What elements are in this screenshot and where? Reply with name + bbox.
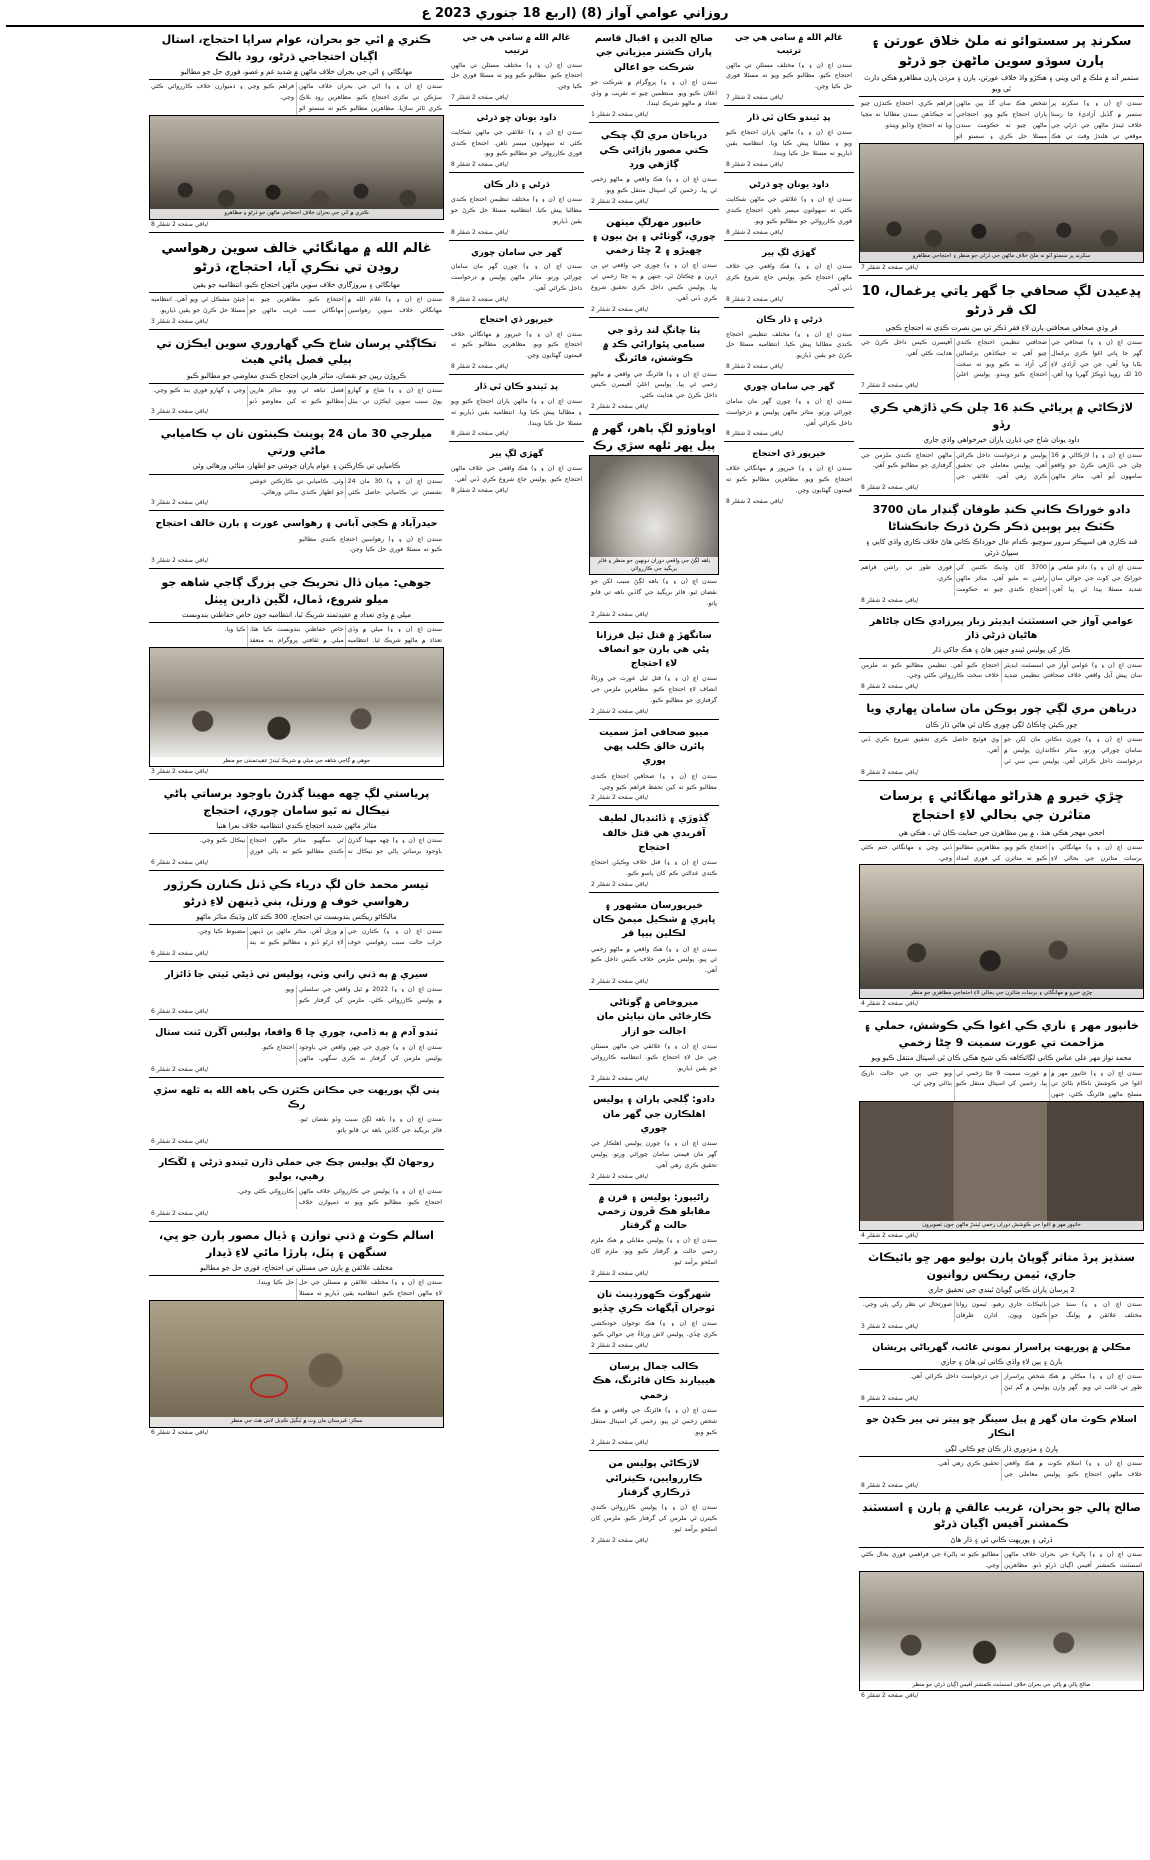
article-body: سندن اچ (ن ۽ ۽) قتل ٿيل عورت جي ورثاءُ انصاف لاءِ احتجاج ڪيو. مظاهرين ملزمن جي گرفتاري جو مطالبو ڪيو. bbox=[591, 675, 717, 705]
subheadline: مهانگائي ۽ اٽي جي بحران خلاف ماڻهن ۾ شديد غم و غصو، فوري حل جو مطالبو bbox=[149, 66, 444, 80]
article-body: سندن اچ (ن ۽ ۽) ڇهه مهينا گذرڻ باوجود برساتي پاڻي جو نيڪال نه ٿي سگهيو. متاثر ماڻهن احتجاج ڪندي مطالبو ڪيو ته پاڻي فوري نيڪال ڪيو وڃي. bbox=[199, 837, 442, 856]
continuation-note: /باقي صفحه 2 شقلر 3 bbox=[861, 1323, 919, 1330]
article bbox=[859, 281, 1144, 395]
article-body: سندن اچ (ن ۽ ۽) پوليس ڪارروائي ڪندي ڪيترن ئي ملزمن کي گرفتار ڪيو. ملزمن کان اسلحو برآمد ٿيو. bbox=[591, 1504, 717, 1533]
continuation-note: /باقي صفحه 2 شقلر 8 bbox=[861, 1395, 919, 1403]
continuation-note: /باقي صفحه 2 شقلر 8 bbox=[451, 430, 509, 438]
continuation-note: /باقي صفحه 2 شقلر 2 bbox=[591, 1269, 649, 1277]
article-body: سندن اچ (ن ۽ ۽) صحافي جي گهر جا ڀاتي اغوا ڪري يرغمال بڻايا ويا آهن، جن جي آزادي لاءِ 10 لک روپيا ڏوڪڙ گهريا ويا آهن. صحافتي تنظيمن احتجاج ڪندي چيو آهي ته جيڪڏهن يرغمالين کي آزاد نه ڪيو ويو ته سخت احتجاج ڪيو ويندو. پوليس اعليٰ آفيسرن ڪيس داخل ڪرڻ جي هدايت ڪئي آهي. bbox=[861, 338, 1142, 379]
article bbox=[724, 447, 854, 508]
continuation-note: /باقي صفحه 2 شقلر 2 bbox=[591, 978, 649, 986]
article bbox=[589, 1359, 719, 1451]
article-body: سندن اچ (ن ۽ ۽) فائرنگ جي واقعي ۾ ماڻهو زخمي ٿي پيا. پوليس اعليٰ آفيسرن ڪيس داخل ڪرڻ جي هدايت ڪئي. bbox=[591, 370, 717, 400]
article bbox=[449, 246, 584, 308]
subheadline: متاثر ماڻهن شديد احتجاج ڪندي انتظاميه خلاف نعرا هنيا bbox=[149, 820, 444, 834]
article bbox=[589, 215, 719, 318]
subheadline: داود يونان شاخ جي ڏيارن پاران خيرخواهي واڌي جاري bbox=[859, 434, 1144, 448]
article-body: سندن اچ (ن ۽ ۽) عوامي آواز جي اسسٽنٽ ايڊيٽر سان پيش آيل واقعي خلاف صحافتي تنظيمن شديد احتجاج ڪيو آهي. تنظيمن مطالبو ڪيو ته ملزمن خلاف سخت ڪارروائي ڪئي وڃي. bbox=[861, 661, 1142, 680]
continuation-note: /باقي صفحه 2 شقلر 8 bbox=[451, 295, 509, 303]
article-body: سندن اچ (ن ۽ ۽) هڪ واقعي جي خلاف ماڻهن احتجاج ڪيو. پوليس جاچ شروع ڪري ڏني آهي. bbox=[726, 263, 852, 293]
article-body: سندن اچ (ن ۽ ۽) علائقي جي ماڻهن شڪايت ڪئي ته سهولتون ميسر ناهن. احتجاج ڪندي فوري ڪارروائي جو مطالبو ڪيو ويو. bbox=[451, 128, 582, 158]
headline: پڍ ٿيندو ڪان ٿي ڏار bbox=[474, 382, 559, 393]
headline: ڌرڻي ۽ ڌار ڪان bbox=[756, 314, 822, 325]
headline: اسلام ڪوٽ مان گهر ۾ پيل سينگر ڇو پيتر تي پير ڪڍڻ جو انڪار bbox=[866, 1414, 1137, 1440]
article-body: سندن اچ (ن ۽ ۽) مختلف علائقن ۾ مسئلن جي حل لاءِ ماڻهن احتجاج ڪيو. انتظاميه يقين ڏياريو ته مسئلا حل ڪيا ويندا. bbox=[256, 1279, 442, 1298]
headline: راڻيپور: پوليس ۽ قرن ۾ مقابلو هڪ ڦرون زخمي حالت ۾ گرفتار bbox=[597, 1191, 711, 1232]
continuation-note: /باقي صفحه 2 شقلر 2 bbox=[591, 1172, 649, 1180]
article bbox=[859, 700, 1144, 780]
subheadline: مهانگائي ۽ بيروزگاري خلاف سوين ماڻهن احتجاج ڪيو، انتظاميه جو يقين bbox=[149, 279, 444, 293]
article bbox=[724, 178, 854, 240]
continuation-note: /باقي صفحه 2 شقلر 2 bbox=[591, 1342, 649, 1350]
article-body: سندن اچ (ن ۽ ۽) خانپور مهر ۾ اغوا جي ڪوشش ناڪام بڻائڻ تي مسلح ماڻهن فائرنگ ڪئي، جنهن ۾ عورت سميت 9 ڄڻا زخمي ٿي پيا. زخمين کي اسپتال منتقل ڪيو ويو جتي ٻن جي حالت نازڪ ٻڌائي وڃي ٿي. bbox=[861, 1069, 1142, 1099]
column-four bbox=[449, 31, 584, 1860]
headline: حيدرآباد ۾ ڪجي آباني ۽ رهواسي عورت ۽ ٻارن خالف احتجاج bbox=[155, 518, 438, 530]
subheadline: قند ڪاري هي اسپيڪر سرور سوچيو. ڪدام عال خورداڪ ڪاني هاڻ خلاف ڪاري واڌي کاٻي ۽ سيڀاڻ ڌرڻي bbox=[859, 536, 1144, 561]
article bbox=[724, 31, 854, 106]
article-body: سندن اچ (ن ۽ ۽) مڪلي ۾ هڪ شخص پراسرار طور تي غائب ٿي ويو. گهر وارن پوليس ۾ گم ٿيڻ جي درخواست داخل ڪرائي آهي. bbox=[909, 1373, 1142, 1392]
headline: خانپور مهر ۽ ناري ڪي اغوا ڪي ڪوشش، حملي ۽ مزاحمت تي عورت سميت 9 ڇڻا زخمي bbox=[864, 1019, 1139, 1049]
subheadline: مختلف علائقن ۾ ٻارن جي مسئلن تي احتجاج، فوري حل جو مطالبو bbox=[149, 1262, 444, 1276]
article bbox=[449, 313, 584, 375]
article-body: سندن اچ (ن ۽ ۽) چوري جي واقعي تي ٻن ڌرين ۾ ڇڪتاڻ ٿي، جنهن ۾ ٻه ڄڻا زخمي ٿي پيا. پوليس ڪيس داخل ڪري تحقيق شروع ڪري ڏني آهي. bbox=[591, 262, 717, 302]
continuation-note: /باقي صفحه 2 شقلر 2 bbox=[591, 610, 649, 618]
column-lead bbox=[859, 31, 1144, 1860]
article bbox=[724, 380, 854, 442]
photo-caption: باهه لڳڻ جي واقعي دوران دونهين جو منظر ۽ فائر بريگيڊ جي ڪارروائي bbox=[590, 557, 718, 574]
article bbox=[859, 1412, 1144, 1493]
continuation-note: /باقي صفحه 2 شقلر 8 bbox=[726, 161, 784, 169]
article bbox=[589, 811, 719, 892]
headline: لاڙڪاڻي ۾ پرياڻي ڪنڊ 16 چلن ڪي ڏاڙهي ڪري رڏو bbox=[869, 401, 1134, 431]
headline: ٻني لڳ پوريهت جي مڪانن ڪٿرن ڪي ٻاهه الله ٻه ٿلهه سڙي رڪ bbox=[153, 1084, 440, 1111]
column-right-feature bbox=[149, 31, 444, 1860]
article-photo bbox=[149, 115, 444, 220]
continuation-note: /باقي صفحه 2 شقلر 3 bbox=[151, 557, 209, 565]
headline: گهڙي لڳ ٻير bbox=[762, 247, 816, 258]
continuation-note: /باقي صفحه 2 شقلر 3 bbox=[151, 768, 209, 776]
continuation-note: /باقي صفحه 2 شقلر 8 bbox=[726, 295, 784, 303]
article bbox=[724, 111, 854, 173]
headline: پڍعيدن لڳ صحافي جا گهر ياتي يرغمال، 10 لک قر ڌرڻو bbox=[861, 283, 1142, 319]
article-body: سندن اچ (ن ۽ ۽) خيرپور ۾ مهانگائي خلاف احتجاج ڪيو ويو. مظاهرين مطالبو ڪيو ته قيمتون گهٽايون وڃن. bbox=[726, 465, 852, 494]
article bbox=[449, 31, 584, 106]
article-body: سندن اچ (ن ۽ ۽) قتل خلاف وڪيلن احتجاج ڪندي عدالتي ڪم کان پاسو ڪيو. bbox=[591, 859, 717, 877]
subheadline: احجي مهجر هڪي هنڌ ، ۾ ٻين مظاهرن جي حمايت ڪان ٿي ، هڪي هي bbox=[859, 827, 1144, 841]
article-body: سندن اچ (ن ۽ ۽) خيرپور ۾ مهانگائي خلاف احتجاج ڪيو ويو. مظاهرين مطالبو ڪيو ته قيمتون گهٽايون وڃن. bbox=[451, 330, 582, 360]
headline: دادو خوراڪ ڪاني ڪنڊ طوفان ڳنڍار مان 3700 ڪٽڪ ٻير ٻوٻين ڌڪر ڪرڻ ڌرڪ جانڪشاڻا bbox=[872, 503, 1131, 533]
headline: ميپو صحافي امڙ سميت پائرن خالق ڪلب ڀهي پوري bbox=[599, 726, 709, 767]
headline: تڪاڳڻي پرسان شاخ ڪي گهاروري سوين ايڪڙن تي ٻيلي فصل پاڻي هيٺ bbox=[156, 336, 437, 367]
headline: ميلرجي 30 مان 24 پوينٽ ڪينٽون تان پ ڪاميابي ماڻي ورتي bbox=[160, 427, 433, 457]
article-body: سندن اچ (ن ۽ ۽) 30 مان 24 نشستن تي ڪاميابي حاصل ڪئي وئي. ڪاميابي تي ڪارڪنن خوشي جو اظهار ڪندي مٺائي ورهائي. bbox=[249, 477, 443, 496]
headline: ميروخاص ۾ ڳوٺاڻي ڪارخاڻي مان نيايئن مان اجالت جو ازار bbox=[596, 997, 712, 1037]
continuation-note: /باقي صفحه 2 شقلر 8 bbox=[861, 484, 919, 492]
article-body: سندن اچ (ن ۽ ۽) پوليس جي ڪارروائي خلاف ماڻهن احتجاج ڪيو. مطالبو ڪيو ويو ته ذميوارن خلاف ڪارروائي ڪئي وڃي. bbox=[236, 1188, 442, 1207]
continuation-note: /باقي صفحه 2 شقلر 2 bbox=[591, 707, 649, 715]
headline: ڌرڻي ۽ ڌار ڪان bbox=[483, 180, 550, 191]
article-body: سندن اچ (ن ۽ ۽) پروگرام ۾ شرڪت جو اعلان ڪيو ويو. منتظمين چيو ته تقريب ۾ وڏي تعداد ۾ ماڻهو شريڪ ٿيندا. bbox=[591, 78, 717, 108]
article-photo bbox=[859, 1571, 1144, 1691]
headline: مڪلي ۾ پوريهت پراسرار نموني غائب، گهرياڻي پريشان bbox=[872, 1342, 1131, 1353]
continuation-note: /باقي صفحه 2 شقلر 3 bbox=[151, 408, 209, 416]
article-body: سندن اچ (ن ۽ ۽) مختلف مسئلن تي ماڻهن احتجاج ڪيو. مطالبو ڪيو ويو ته مسئلا فوري حل ڪيا وڃن. bbox=[451, 61, 582, 91]
photo-caption: سڪر: قبرستان مان وٺ ۾ ٽنگيل ڪڍيل لاش هٽ جي منظر bbox=[150, 1417, 443, 1427]
article-body: سندن اچ (ن ۽ ۽) اسلام ڪوٽ ۾ هڪ واقعي خلاف ماڻهن احتجاج ڪيو. پوليس معاملي جي تحقيق ڪري رهي آهي. bbox=[937, 1459, 1142, 1478]
continuation-note: /باقي صفحه 2 شقلر 2 bbox=[591, 880, 649, 888]
headline: صالح الدين ۽ اقبال قاسم پاران ڪشنر ميزباني جي شرڪت جو اعالن bbox=[594, 33, 714, 73]
continuation-note: /باقي صفحه 2 شقلر 8 bbox=[726, 363, 784, 371]
subheadline: قر وڌي صحافي صحافتي ٻارن لاءِ فقر ڌڪر تي بين نصرت ڪڍي ته احتجاج ڪجي bbox=[859, 322, 1144, 336]
article-body: سندن اچ (ن ۽ ۽) هڪ واقعي ۾ ماڻهو زخمي ٿي پيو. پوليس ملزمن خلاف ڪيس داخل ڪيو آهي. bbox=[591, 945, 717, 975]
continuation-note: /باقي صفحه 2 شقلر 6 bbox=[151, 1210, 209, 1218]
article-body: سندن اچ (ن ۽ ۽) 2022 ۾ ٿيل واقعي جي سلسلي ۾ پوليس ڪارروائي ڪئي. ملزمن کي گرفتار ڪيو ويو. bbox=[284, 986, 442, 1004]
continuation-note: /باقي صفحه 2 شقلر 6 bbox=[151, 1429, 209, 1437]
headline: ڳڏوڙي ۽ ڏائنڊٻال لطيف آفريدي هي قتل خالف احتجاج bbox=[598, 813, 710, 853]
article-photo bbox=[859, 1101, 1144, 1231]
continuation-note: /باقي صفحه 2 شقلر 7 bbox=[451, 94, 509, 102]
column-two bbox=[724, 31, 854, 1860]
article bbox=[724, 313, 854, 375]
continuation-note: /باقي صفحه 2 شقلر 3 bbox=[151, 317, 209, 325]
continuation-note: /باقي صفحه 2 شقلر 2 bbox=[591, 1536, 649, 1544]
article bbox=[149, 516, 444, 569]
headline: پڍ ٿيندو ڪان ٿي ڏار bbox=[747, 113, 831, 124]
subheadline: محمد نواز مهر علي عباس ڪاني لڳائڪاهه ڪي شيخ هڪي ڪان ٿي اسپتال منتقل ڪيو ويو bbox=[859, 1052, 1144, 1066]
photo-highlight-circle bbox=[250, 1374, 288, 1398]
photo-caption: سکرنڊ پر سستو اٽو نه ملڻ خلاف ماڻهن جي ڌرڻي جو منظر ۽ احتجاجي مظاهرو bbox=[860, 252, 1143, 262]
article-body: سندن اچ (ن ۽ ۽) رهواسين احتجاج ڪندي مطالبو ڪيو ته مسئلا فوري حل ڪيا وڃن. bbox=[299, 535, 442, 554]
article-body: سندن اچ (ن ۽ ۽) لاڙڪاڻي ۾ 16 چلن جي ڏاڙهي ڪرڻ جو واقعو سامهون آيو آهي. متاثر ماڻهن پوليس ۾ درخواست داخل ڪرائي آهي. پوليس معاملي جي تحقيق ڪري رهي آهي. علائقي جي ماڻهن احتجاج ڪندي ملزمن جي گرفتاري جو مطالبو ڪيو آهي. bbox=[861, 451, 1142, 481]
article bbox=[149, 238, 444, 330]
article bbox=[859, 399, 1144, 496]
headline: سکرنڊ پر سستوائو نه ملڻ خلاق عورتن ۽ ٻارن سوڌو سوين ماڻهن جو ڌرڻو bbox=[871, 34, 1132, 69]
subheadline: ڌرڻي ۽ پوريهت ڪاني ٿي ۽ ڌار هاڻ bbox=[859, 1534, 1144, 1548]
article bbox=[149, 1155, 444, 1222]
article bbox=[589, 725, 719, 806]
article-photo bbox=[859, 864, 1144, 999]
article bbox=[589, 420, 719, 623]
article-body: سندن اچ (ن ۽ ۽) مختلف تنظيمن احتجاج ڪندي مطالبا پيش ڪيا. انتظاميه مسئلا حل ڪرڻ جو يقين ڏياريو. bbox=[451, 196, 582, 225]
continuation-note: /باقي صفحه 2 شقلر 2 bbox=[591, 794, 649, 802]
continuation-note: /باقي صفحه 2 شقلر 4 bbox=[861, 1000, 919, 1008]
article bbox=[859, 1017, 1144, 1244]
article-body: سندن اچ (ن ۽ ۽) چوري جي ڇهن واقعن جي باوجود پوليس ملزمن کي گرفتار نه ڪري سگهي. ماڻهن احتجاج ڪيو. bbox=[261, 1044, 442, 1062]
subheadline: ٻارڻ ۽ ٻين لاءِ واڌي ڪاني ٿي هاڻ ۽ جاري bbox=[859, 1356, 1144, 1370]
headline: گهڙي لڳ ٻير bbox=[489, 449, 544, 460]
article-body: سندن اچ (ن ۽ ۽) هڪ واقعي جي خلاف ماڻهن احتجاج ڪيو. پوليس جاچ شروع ڪري ڏني آهي. bbox=[451, 465, 582, 484]
continuation-note: /باقي صفحه 2 شقلر 7 bbox=[861, 382, 919, 390]
article-body: سندن اچ (ن ۽ ۽) دادو ضلعي ۾ خوراڪ جي کوٽ جي حوالي سان شديد مسئلا پيدا ٿي پيا آهن. 3700 کان وڌيڪ ڪٽنبن کي راشن نه مليو آهي. متاثر ماڻهن احتجاج ڪندي چيو ته حڪومت فوري طور تي راشن فراهم ڪري. bbox=[861, 564, 1142, 594]
article bbox=[149, 1025, 444, 1078]
headline: غالم الله ۾ سامي هي جي ترتيب bbox=[462, 33, 571, 56]
continuation-note: /باقي صفحه 2 شقلر 6 bbox=[861, 1692, 919, 1700]
continuation-note: /باقي صفحه 2 شقلر 8 bbox=[861, 768, 919, 776]
headline: خيرپور ڏي احتجاج bbox=[479, 314, 554, 325]
headline: ڇڙي خيرو ۾ هڌراڻو مهانگائي ۽ برسات متاثرن جي بحالي لاءِ احتجاج bbox=[879, 788, 1124, 824]
subheadline: ڪروڙن رپين جو نقصان، متاثر هارين احتجاج ڪندي معاوضي جو مطالبو ڪيو bbox=[149, 370, 444, 384]
continuation-note: /باقي صفحه 2 شقلر 8 bbox=[451, 486, 509, 494]
continuation-note: /باقي صفحه 2 شقلر 2 bbox=[591, 197, 649, 205]
headline: لاڙڪاڻي پوليس من ڪارروايين، ڪيترائي ڌرڪاري گرفتار bbox=[605, 1458, 703, 1498]
article-body: سندن اچ (ن ۽ ۽) چورن گهر مان سامان چورائي ورتو. متاثر ماڻهن پوليس ۾ درخواست داخل ڪرائي آهي. bbox=[451, 263, 582, 293]
article bbox=[589, 1092, 719, 1184]
continuation-note: /باقي صفحه 2 شقلر 6 bbox=[151, 949, 209, 957]
subheadline: ميلي ۾ وڏي تعداد ۾ عقيدتمند شريڪ ٿيا، انتظاميه جون خاص حفاظتي بندوبست bbox=[149, 609, 444, 623]
photo-caption: صالح پالي ۾ پاڻي جي بحران خلاف اسسٽنٽ ڪمشنر آفيس اڳيان ڌرڻي جو منظر bbox=[860, 1681, 1143, 1691]
article bbox=[589, 128, 719, 209]
article bbox=[589, 628, 719, 720]
article-body: سندن اچ (ن ۽ ۽) پوليس مقابلي ۾ هڪ ملزم زخمي حالت ۾ گرفتار ڪيو ويو. ملزم کان اسلحو برآمد ٿيو. bbox=[591, 1237, 717, 1267]
headline: خانپور مهرلڳ ميٺهن چوري، ڳوٺاڻي ۽ پڻ ٻيون ۽ ڇهيڙو ۽ 2 ڇڻا زخمي bbox=[592, 216, 716, 257]
article bbox=[859, 614, 1144, 695]
continuation-note: /باقي صفحه 2 شقلر 8 bbox=[726, 228, 784, 236]
continuation-note: /باقي صفحه 2 شقلر 8 bbox=[151, 220, 209, 228]
article bbox=[589, 31, 719, 123]
subheadline: 2 پرسان پاران ڪاني ڳوپاڻ ٿيندي جي تحقيق جاري bbox=[859, 1284, 1144, 1298]
article-photo bbox=[149, 647, 444, 767]
continuation-note: /باقي صفحه 2 شقلر 8 bbox=[451, 363, 509, 371]
article-body: سندن اچ (ن ۽ ۽) فائرنگ جي واقعي ۾ هڪ شخص زخمي ٿي پيو. زخمي کي اسپتال منتقل ڪيو ويو. bbox=[591, 1406, 717, 1436]
column-three bbox=[589, 31, 719, 1860]
headline: شهرڳوٺ ڪهورڊينٽ تان ٽوجران آپگهات ڪري ڇڏيو bbox=[593, 1288, 715, 1315]
article-body: سندن اچ (ن ۽ ۽) باهه لڳڻ سبب لکن جو نقصان ٿيو. فائر بريگيڊ جي گاڏين باهه تي قابو پاتو. bbox=[591, 578, 717, 607]
article bbox=[149, 785, 444, 871]
headline: سيري ۾ ٻه ڌني راني وٺي، پوليس تي ڏيڻي ٿيتي جا ڏائزار bbox=[164, 968, 429, 980]
article-body: سندن اچ (ن ۽ ۽) اٽي جي بحران خلاف ماڻهن سڙڪن تي نڪري احتجاج ڪيو. مظاهرين روڊ بلاڪ ڪري ٽائر ساڙيا. مظاهرين مطالبو ڪيو ته سستو اٽو فراهم ڪيو وڃي ۽ ذميوارن خلاف ڪارروائي ڪئي وڃي. bbox=[151, 83, 442, 112]
headline: غالم الله ۾ مهانگائي خالف سوين رهواسي روڊن تي نڪري آيا، احتجاج، ڌرڻو bbox=[161, 240, 432, 276]
subheadline: ستمبر آند ۾ ملڪ ۾ اٿي ويٺي ۽ هڪڙو واڌ خلاف عورتن، ٻارن ۽ مردن پارن مظاهرو هڪي ڊارٽ ٿي ويو bbox=[859, 72, 1144, 97]
article-photo bbox=[149, 1300, 444, 1428]
article-body: سندن اچ (ن ۽ ۽) چورن پوليس اهلڪار جي گهر مان قيمتي سامان چورائي ورتو. پوليس تحقيق ڪري رهي آهي. bbox=[591, 1140, 717, 1169]
headline: جوهي: ميان ڏال تحريڪ جي ٻزرگ ڳاجي شاهه جو ميلو شروع، ڏمال، لڱين ڌارين ڀيٺل bbox=[161, 576, 432, 606]
article bbox=[449, 178, 584, 240]
headline: درياخان مري لڳ ڇڪي ڪتي مصور ٻاڙائي ڪي ڳاڙهي ورڊ bbox=[599, 130, 709, 170]
article-photo bbox=[859, 143, 1144, 263]
headline: غالم الله ۾ سامي هي جي ترتيب bbox=[735, 33, 843, 56]
article bbox=[449, 111, 584, 173]
headline: عوامي آواز جي اسسٽنٽ ايڊيٽر زبار پيرزادي ڪان ڄاڻاهر هاڻيان ڌرڻي ڌار bbox=[869, 615, 1134, 642]
article-body: سندن اچ (ن ۽ ۽) باهه لڳڻ سبب وڏو نقصان ٿيو. فائر بريگيڊ جي گاڏين باهه تي قابو پاتو. bbox=[299, 1116, 442, 1135]
headline: تيسر محمد خان لڳ درياء ڪي ڏنل ڪنارن ڪرڙور رهواسي خوف ۾ ورتل، ٻني ڏينهن لاءِ ڌرڻو bbox=[164, 878, 429, 908]
photo-caption: ڪتري ۾ اٽي جي بحران خلاف احتجاجي ماڻهن جو ڌرڻو ۽ مظاهرو bbox=[150, 209, 443, 219]
continuation-note: /باقي صفحه 2 شقلر 8 bbox=[451, 161, 509, 169]
continuation-note: /باقي صفحه 2 شقلر 8 bbox=[861, 683, 919, 691]
column-grid bbox=[6, 31, 1144, 1860]
article-body: سندن اچ (ن ۽ ۽) ماڻهن پاران احتجاج ڪيو ويو ۽ مطالبا پيش ڪيا ويا. انتظاميه يقين ڏياريو ته مسئلا حل ڪيا ويندا. bbox=[451, 397, 582, 427]
article-body: سندن اچ (ن ۽ ۽) علائقي جي ماڻهن مسئلن جي حل لاءِ احتجاج ڪيو. انتظاميه ڪارروائي جو يقين ڏياريو. bbox=[591, 1042, 717, 1072]
article bbox=[859, 786, 1144, 1013]
article-body: سندن اچ (ن ۽ ۽) ڪنارن جي خراب حالت سبب رهواسي خوف ۾ ورتل آهن. متاثر ماڻهن ٻن ڏينهن لاءِ ڌرڻو ڏنو ۽ مطالبو ڪيو ته بند مضبوط ڪيا وڃن. bbox=[197, 928, 442, 947]
headline: داود يونان ڇو ڌرڻي bbox=[749, 180, 829, 191]
headline: صالح پالي جو بحران، غريب عالقي ۾ ٻارن ۽ اسسٽنڊ ڪمشنر آفيس اڳيان ڌرڻو bbox=[862, 1500, 1141, 1530]
article bbox=[859, 1340, 1144, 1407]
continuation-note: /باقي صفحه 2 شقلر 3 bbox=[151, 499, 209, 507]
article-body: سندن اچ (ن ۽ ۽) شاخ ۾ گهارو پوڻ سبب سوين ايڪڙن تي بيٺل فصل تباهه ٿي ويو. متاثر هارين مطالبو ڪيو ته کين معاوضو ڏنو وڃي ۽ گهارو فوري بند ڪيو وڃي. bbox=[153, 386, 442, 405]
article-body: سندن اچ (ن ۽ ۽) ماڻهن پاران احتجاج ڪيو ويو ۽ مطالبا پيش ڪيا ويا. انتظاميه يقين ڏياريو ته مسئلا حل ڪيا ويندا. bbox=[726, 128, 852, 158]
continuation-note: /باقي صفحه 2 شقلر 8 bbox=[726, 430, 784, 438]
article-body: سندن اچ (ن ۽ ۽) هڪ نوجوان خودڪشي ڪري ڇڏي. پوليس لاش ورثاءُ جي حوالي ڪيو. bbox=[591, 1320, 717, 1339]
continuation-note: /باقي صفحه 2 شقلر 2 bbox=[591, 305, 649, 313]
article-body: سندن اچ (ن ۽ ۽) علائقي جي ماڻهن شڪايت ڪئي ته سهولتون ميسر ناهن. احتجاج ڪندي فوري ڪارروائي جو مطالبو ڪيو ويو. bbox=[726, 196, 852, 225]
subheadline: ڀارڻ ۽ مزدوري ڌار ڪان ڇو ڪاني لڳي bbox=[859, 1443, 1144, 1457]
article-body: سندن اچ (ن ۽ ۽) چورن گهر مان سامان چورائي ورتو. متاثر ماڻهن پوليس ۾ درخواست داخل ڪرائي آهي. bbox=[726, 397, 852, 427]
masthead bbox=[6, 4, 1144, 27]
continuation-note: /باقي صفحه 2 شقلر 8 bbox=[451, 228, 509, 236]
article-body: سندن اچ (ن ۽ ۽) سکرنڊ پر ستمبر ۾ گڏيل آزاديءَ جا رستا خلاف ٿيندڙ ماڻهن جي ڌرڻي جي موقعي تي هلندڙ وقت تي هڪ شخص هڪ سان گڏ ٻين ماڻهن پاران احتجاج ڪيو ويو. احتجاجي ماڻهن چيو ته حڪومت سندن مسئلا حل ڪري ۽ سستو اٽو فراهم ڪري. احتجاج ڪندڙن چيو ته جيڪڏهن سندن مطالبا نه مڃيا ويا ته احتجاج وڌايو ويندو. bbox=[861, 100, 1142, 140]
photo-caption: جوهي ۾ ڳاجي شاهه جي ميلي ۾ شريڪ ٿيندڙ عقيدتمندن جو منظر bbox=[150, 757, 443, 767]
article bbox=[149, 876, 444, 962]
article-body: سندن اچ (ن ۽ ۽) مهانگائي ۽ برسات متاثرن جي بحالي لاءِ احتجاج ڪيو ويو. مظاهرين مطالبو ڪيو ته متاثرن کي فوري امداد ڏني وڃي ۽ مهانگائي ختم ڪئي وڃي. bbox=[861, 843, 1142, 862]
article-body: سندن اچ (ن ۽ ۽) صحافين احتجاج ڪندي مطالبو ڪيو ته کين تحفظ فراهم ڪيو وڃي. bbox=[591, 772, 717, 791]
headline: سانگهڙ ۾ قتل ٿيل فرزانا پڻي هي ٻارن جو انصاف لاءِ احتجاج bbox=[596, 629, 712, 670]
article-body: سندن اچ (ن ۽ ۽) هڪ واقعي ۾ ماڻهو زخمي ٿي پيا. زخمين کي اسپتال منتقل ڪيو ويو. bbox=[591, 176, 717, 194]
article-photo bbox=[589, 455, 719, 575]
headline: پرياستي لڳ ڇهه مهينا ڳذرڻ باوجود برساتي پاڻي نيڪال نه ٿيو سامان چوري، احتجاج bbox=[163, 787, 430, 817]
article bbox=[149, 967, 444, 1020]
article bbox=[149, 1227, 444, 1440]
continuation-note: /باقي صفحه 2 شقلر 8 bbox=[726, 497, 784, 505]
continuation-note: /باقي صفحه 2 شقلر 2 bbox=[591, 1075, 649, 1083]
continuation-note: /باقي صفحه 2 شقلر 2 bbox=[591, 403, 649, 411]
continuation-note: /باقي صفحه 2 شقلر 8 bbox=[861, 596, 919, 604]
article bbox=[149, 1083, 444, 1150]
headline: درياهن مري لڳي چور ٻوڪن مان سامان ڀهاري ويا bbox=[866, 702, 1137, 716]
article-body: سندن اچ (ن ۽ ۽) مختلف تنظيمن احتجاج ڪندي مطالبا پيش ڪيا. انتظاميه مسئلا حل ڪرڻ جو يقين ڏياريو. bbox=[726, 330, 852, 360]
article bbox=[859, 1249, 1144, 1335]
article bbox=[859, 1499, 1144, 1704]
article bbox=[589, 323, 719, 415]
article bbox=[589, 995, 719, 1087]
article bbox=[149, 31, 444, 233]
article bbox=[859, 501, 1144, 609]
continuation-note: /باقي صفحه 2 شقلر 6 bbox=[151, 1065, 209, 1073]
article-body: سندن اچ (ن ۽ ۽) ميلي ۾ وڏي تعداد ۾ ماڻهو شريڪ ٿيا. انتظاميه خاص حفاظتي بندوبست ڪيا هئا. ميلي ۾ ثقافتي پروگرام به منعقد ڪيا ويا. bbox=[224, 626, 442, 645]
headline: اوپاوڙو لڳ ٻاهر، گهر ۾ پيل ڀهر ٿلهه سڙي رڪ bbox=[592, 422, 716, 452]
article bbox=[589, 898, 719, 990]
article bbox=[589, 1190, 719, 1282]
article bbox=[149, 425, 444, 511]
article bbox=[149, 574, 444, 780]
article bbox=[589, 1287, 719, 1354]
headline: خيرپور ڏي احتجاج bbox=[752, 449, 826, 460]
headline: خيرپورسان مشهور ۽ ڀاپري ۾ شڪيل ميمڻ ڪان لڪلين ٻيپا قر bbox=[592, 899, 716, 940]
photo-caption: خانپور مهر ۾ اغوا جي ڪوشش دوران زخمي ٿيندڙ ماڻهن جون تصويرون bbox=[860, 1221, 1143, 1231]
article bbox=[449, 447, 584, 497]
continuation-note: /باقي صفحه 2 شقلر 2 bbox=[591, 1439, 649, 1447]
article-body: سندن اچ (ن ۽ ۽) سنڌ جي مختلف علائقن ۾ پولنگ جو بائيڪاٽ جاري رهيو. ٽيمون روانا ڪيون ويون. ادارن طرفان صورتحال تي نظر رکي پئي وڃي. bbox=[862, 1301, 1142, 1320]
continuation-note: /باقي صفحه 2 شقلر 1 bbox=[591, 111, 649, 119]
continuation-note: /باقي صفحه 2 شقلر 4 bbox=[861, 1232, 919, 1240]
photo-caption: ڇڙي خيرو ۾ مهانگائي ۽ برسات متاثرن جي بحالي لاءِ احتجاجي مظاهري جو منظر bbox=[860, 989, 1143, 999]
article bbox=[589, 1456, 719, 1547]
article-body: سندن اچ (ن ۽ ۽) غلام الله ۾ مهانگائي خلاف سوين رهواسين احتجاج ڪيو. مظاهرين چيو ته مهانگائي سبب غريب ماڻهن جو جيئڻ مشڪل ٿي ويو آهي. انتظاميه مسئلا حل ڪرڻ جو يقين ڏياريو. bbox=[151, 295, 442, 314]
continuation-note: /باقي صفحه 2 شقلر 6 bbox=[151, 859, 209, 867]
continuation-note: /باقي صفحه 2 شقلر 7 bbox=[726, 94, 784, 102]
continuation-note: /باقي صفحه 2 شقلر 6 bbox=[151, 1137, 209, 1145]
headline: ڪالب جمال پرسان هيٻيارنڊ ڪان فائرنگ، هڪ زخمي bbox=[592, 1361, 716, 1401]
headline: سنڌيز پرڏ متاثر ڳوپاڻ پارن ٻوليو مهر ڇو بائيڪاٽ جاري، ٽيمن ريڪس روانيون bbox=[868, 1251, 1135, 1281]
article-body: سندن اچ (ن ۽ ۽) چورن دڪانن مان لکن جو سامان چورائي ورتو. متاثر دڪاندارن پوليس ۾ درخواست داخل ڪرائي آهي. پوليس سي سي ٽي وي فوٽيج حاصل ڪري تحقيق شروع ڪري ڏني آهي. bbox=[861, 736, 1142, 765]
subheadline: مالڪاڻو ريڪس بندوبست تي احتجاج، 300 ڪنڊ کان وڌيڪ متاثر ماڻهو bbox=[149, 911, 444, 925]
article-body: سندن اچ (ن ۽ ۽) مختلف مسئلن تي ماڻهن احتجاج ڪيو. مطالبو ڪيو ويو ته مسئلا فوري حل ڪيا وڃن. bbox=[726, 61, 852, 91]
headline: دادو: ڳلجي پاران ۽ پوليس اهلڪارن جي گهر مان چوري bbox=[593, 1094, 715, 1134]
headline: ٻٽا چانڳ لنڊ رڏو جي سبامي ڀئوارائي ڪڍ ۾ ڪوشش، فائرنگ bbox=[602, 324, 706, 365]
article bbox=[724, 246, 854, 308]
page-title: روزاني عوامي آواز (8) (اربع 18 جنوري 2023 ع bbox=[421, 6, 729, 21]
article bbox=[449, 380, 584, 442]
headline: ڪتري ۾ اٿي جو بحران، عوام سراپا احتجاج، استال اڳيان احتجاجي ڌرڻو، رود بالڪ bbox=[161, 33, 432, 63]
headline: گهر جي سامان چوري bbox=[471, 247, 562, 258]
continuation-note: /باقي صفحه 2 شقلر 7 bbox=[861, 263, 919, 271]
subheadline: ڪاميابي تي ڪارڪنن ۽ عوام پاران خوشي جو اظهار، مٺائي ورهائي وئي bbox=[149, 460, 444, 474]
headline: اسالم ڪوٽ ۾ ڌني توازن ۽ ڏيال مصور ٻارن جو ڀي، سنگهن ۽ پٽل، ٻارڙا مائي لاءِ ڏيدار bbox=[159, 1229, 434, 1259]
subheadline: چور ڪيئن ڇاڪاڻ لڳي چوري ڪان ٿي هاڻي ڌار ڪان bbox=[859, 719, 1144, 733]
article bbox=[149, 335, 444, 421]
headline: ٽنڊو آدم ۾ ٻه ڌامي، چوري ڇا 6 واقعا، پوليس آڱرن ٿنت ستال bbox=[155, 1026, 438, 1038]
article-body: سندن اچ (ن ۽ ۽) پاڻيءَ جي بحران خلاف ماڻهن اسسٽنٽ ڪمشنر آفيس اڳيان ڌرڻو ڏنو. مظاهرين مطالبو ڪيو ته پاڻيءَ جي فراهمي فوري بحال ڪئي وڃي. bbox=[861, 1550, 1142, 1569]
article bbox=[859, 31, 1144, 276]
subheadline: ڪار کي پوليس ٿيندو جنهن هاڻ ۽ هڪ جاکي ڌار bbox=[859, 644, 1144, 658]
continuation-note: /باقي صفحه 2 شقلر 6 bbox=[151, 1007, 209, 1015]
continuation-note: /باقي صفحه 2 شقلر 8 bbox=[861, 1481, 919, 1489]
headline: گهر جي سامان چوري bbox=[743, 382, 835, 393]
headline: روجهاڻ لڳ پوليس چڪ جي حملي ڌارن ٿيندو ڌرڻي ۽ لڱڪار رهيي، ٻوليو bbox=[158, 1156, 435, 1183]
headline: داود يونان ڇو ڌرڻي bbox=[476, 113, 557, 124]
